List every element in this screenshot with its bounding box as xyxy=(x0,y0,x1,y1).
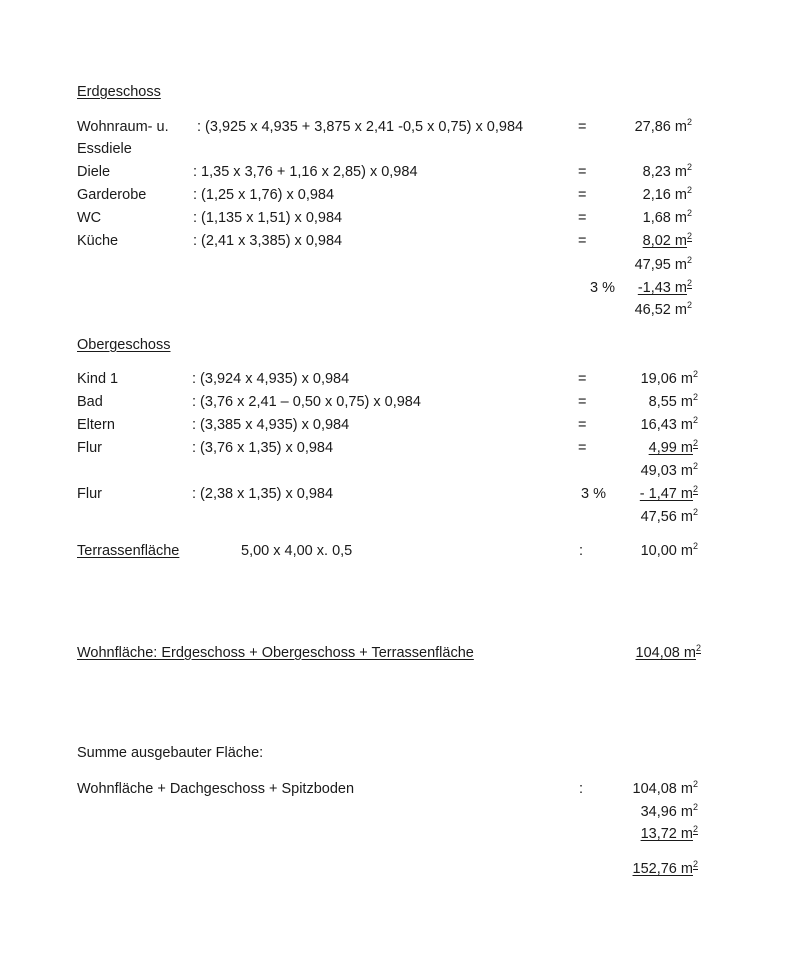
sum-component-area xyxy=(578,825,698,843)
value-text: 46,52 m xyxy=(634,302,687,318)
room-label: Eltern xyxy=(77,417,115,433)
equals-sign: = xyxy=(578,394,587,410)
room-area xyxy=(578,416,698,434)
equals-sign: = xyxy=(578,187,587,203)
value-text: 10,00 m xyxy=(640,543,693,559)
equals-sign: = xyxy=(578,440,587,456)
unit-superscript: 2 xyxy=(686,300,692,310)
terrace-formula: 5,00 x 4,00 x. 0,5 xyxy=(241,543,353,559)
sum-heading: Summe ausgebauter Fläche: xyxy=(77,745,264,761)
room-area xyxy=(572,209,692,227)
room-label: Flur xyxy=(77,486,102,502)
room-label: WC xyxy=(77,210,102,226)
deduction-area xyxy=(572,279,692,297)
room-area xyxy=(572,186,692,204)
unit-superscript: 2 xyxy=(686,117,692,127)
unit-superscript: 2 xyxy=(686,208,692,218)
living-area-total xyxy=(581,644,701,662)
terrace-area xyxy=(578,542,698,560)
value-text: 19,06 m xyxy=(640,371,693,387)
room-label: Bad xyxy=(77,394,103,410)
value-text: 13,72 m xyxy=(640,826,693,842)
unit-superscript: 2 xyxy=(692,779,698,789)
living-area-label: Wohnfläche: Erdgeschoss + Obergeschoss + Terrassenfläche xyxy=(77,645,474,661)
room-formula: : (3,385 x 4,935) x 0,984 xyxy=(192,417,350,433)
deduction-area xyxy=(578,485,698,503)
equals-sign: = xyxy=(578,119,587,135)
room-area xyxy=(572,232,692,250)
room-label: Kind 1 xyxy=(77,371,119,387)
value-text: 47,95 m xyxy=(634,257,687,273)
room-formula: : (2,41 x 3,385) x 0,984 xyxy=(193,233,343,249)
unit-superscript: 2 xyxy=(686,255,692,265)
section-heading-obergeschoss: Obergeschoss xyxy=(77,337,171,353)
room-area xyxy=(578,370,698,388)
total-area xyxy=(578,508,698,526)
room-formula: : (3,925 x 4,935 + 3,875 x 2,41 -0,5 x 0,75) x 0,984 xyxy=(197,119,524,135)
value-text: 2,16 m xyxy=(642,187,687,203)
unit-superscript: 2 xyxy=(692,802,698,812)
room-area xyxy=(572,118,692,136)
room-label: Garderobe xyxy=(77,187,147,203)
unit-superscript: 2 xyxy=(692,484,698,494)
value-text: 47,56 m xyxy=(640,509,693,525)
room-label: Küche xyxy=(77,233,119,249)
value-text: 8,23 m xyxy=(642,164,687,180)
value-text: 27,86 m xyxy=(634,119,687,135)
sum-formula-label: Wohnfläche + Dachgeschoss + Spitzboden xyxy=(77,781,355,797)
room-label: Wohnraum- u. xyxy=(77,119,169,135)
room-formula: : (3,76 x 1,35) x 0,984 xyxy=(192,440,334,456)
room-formula: : (1,135 x 1,51) x 0,984 xyxy=(193,210,343,226)
unit-superscript: 2 xyxy=(692,824,698,834)
equals-sign: = xyxy=(578,371,587,387)
unit-superscript: 2 xyxy=(692,369,698,379)
value-text: 1,68 m xyxy=(642,210,687,226)
room-label: Essdiele xyxy=(77,141,132,157)
value-text: 104,08 m xyxy=(632,781,693,797)
room-area xyxy=(578,439,698,457)
subtotal-area xyxy=(578,462,698,480)
room-formula: : (1,25 x 1,76) x 0,984 xyxy=(193,187,335,203)
sum-component-area xyxy=(578,803,698,821)
unit-superscript: 2 xyxy=(692,415,698,425)
value-text: 8,02 m xyxy=(642,233,687,249)
unit-superscript: 2 xyxy=(686,278,692,288)
value-text: - 1,47 m xyxy=(639,486,693,502)
room-area xyxy=(578,393,698,411)
equals-sign: = xyxy=(578,210,587,226)
value-text: 104,08 m xyxy=(635,645,696,661)
unit-superscript: 2 xyxy=(692,438,698,448)
value-text: 49,03 m xyxy=(640,463,693,479)
unit-superscript: 2 xyxy=(695,643,701,653)
subtotal-area xyxy=(572,256,692,274)
total-area xyxy=(572,301,692,319)
room-area xyxy=(572,163,692,181)
unit-superscript: 2 xyxy=(692,859,698,869)
unit-superscript: 2 xyxy=(692,507,698,517)
unit-superscript: 2 xyxy=(692,541,698,551)
value-text: 152,76 m xyxy=(632,861,693,877)
value-text: 8,55 m xyxy=(648,394,693,410)
room-label: Diele xyxy=(77,164,111,180)
room-formula: : 1,35 x 3,76 + 1,16 x 2,85) x 0,984 xyxy=(193,164,418,180)
equals-sign: = xyxy=(578,164,587,180)
room-label: Flur xyxy=(77,440,102,456)
value-text: 16,43 m xyxy=(640,417,693,433)
value-text: -1,43 m xyxy=(637,280,687,296)
unit-superscript: 2 xyxy=(686,185,692,195)
section-heading-erdgeschoss: Erdgeschoss xyxy=(77,84,161,100)
value-text: 4,99 m xyxy=(648,440,693,456)
deduction-percent: 3 % xyxy=(581,486,606,502)
unit-superscript: 2 xyxy=(692,392,698,402)
room-formula: : (3,924 x 4,935) x 0,984 xyxy=(192,371,350,387)
unit-superscript: 2 xyxy=(686,231,692,241)
unit-superscript: 2 xyxy=(686,162,692,172)
colon-sign: : xyxy=(579,781,584,797)
sum-component-area xyxy=(578,780,698,798)
value-text: 34,96 m xyxy=(640,804,693,820)
equals-sign: = xyxy=(578,233,587,249)
unit-superscript: 2 xyxy=(692,461,698,471)
terrace-label: Terrassenfläche xyxy=(77,543,180,559)
colon-sign: : xyxy=(579,543,584,559)
grand-total-area xyxy=(578,860,698,878)
room-formula: : (2,38 x 1,35) x 0,984 xyxy=(192,486,334,502)
room-formula: : (3,76 x 2,41 – 0,50 x 0,75) x 0,984 xyxy=(192,394,421,410)
deduction-percent: 3 % xyxy=(590,280,615,296)
equals-sign: = xyxy=(578,417,587,433)
